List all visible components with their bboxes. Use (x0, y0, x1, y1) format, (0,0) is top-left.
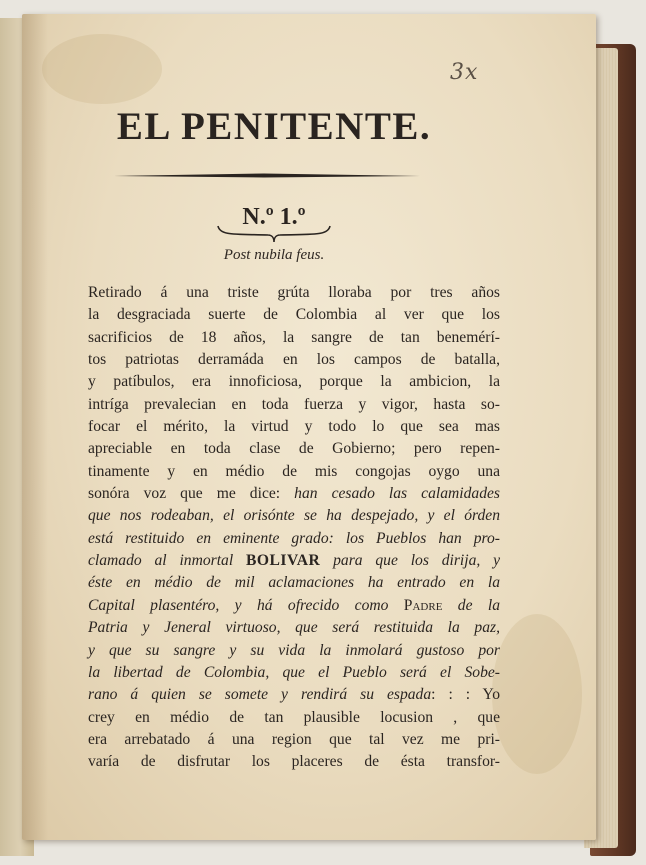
ornamental-brace (216, 224, 332, 244)
page-title: EL PENITENTE. (116, 105, 432, 148)
body-text-run: Capital plasentéro, y há ofrecido como (88, 596, 404, 614)
body-text-run: han cesado las calamidades (294, 485, 500, 503)
body-text-run: rano á quien se somete y rendirá su espada (88, 686, 432, 704)
body-line (88, 505, 500, 527)
body-line (88, 550, 500, 572)
body-line (88, 572, 500, 594)
body-text-run: para que los dirija, y (320, 552, 500, 570)
body-text-run: tos patriotas derramáda en los campos de batalla, (88, 351, 500, 369)
body-text-run: y que su sangre y su vida la inmolará gustoso por (88, 641, 500, 659)
body-text-run: la desgraciada suerte de Colombia al ver que los (88, 306, 500, 324)
body-text-run: sonóra voz que me dice: (88, 485, 295, 503)
body-text-run: : : : Yo (431, 686, 500, 704)
body-line (88, 751, 500, 773)
body-line (88, 438, 500, 460)
body-line (88, 640, 500, 662)
body-text (88, 282, 500, 774)
body-line (88, 416, 500, 438)
body-line (88, 394, 500, 416)
body-text-run: clamado al inmortal (88, 552, 246, 570)
body-line (88, 282, 500, 304)
motto: Post nubila feus. (223, 247, 325, 263)
paper-stain (492, 614, 582, 774)
body-line (88, 528, 500, 550)
body-line (88, 707, 500, 729)
body-text-run: era arrebatado á una region que tal vez me pri- (88, 730, 500, 748)
paper-stain (42, 34, 162, 104)
issue-number: N.º 1.º (242, 204, 306, 230)
body-text-run: está restituido en eminente grado: los Pueblos han pro- (88, 529, 500, 547)
body-text-run: crey en médio de tan plausible locusion , que (88, 708, 500, 726)
body-text-run: focar el mérito, la virtud y todo lo que sea mas (88, 418, 500, 436)
body-text-run: apreciable en toda clase de Gobierno; pero repen- (88, 440, 500, 458)
body-text-run: la libertad de Colombia, que el Pueblo será el Sobe- (88, 663, 500, 681)
body-line (88, 371, 500, 393)
body-line (88, 684, 500, 706)
body-line (88, 304, 500, 326)
body-line (88, 729, 500, 751)
body-line (88, 461, 500, 483)
title-rule (114, 172, 420, 178)
body-text-run: éste en médio de mil aclamaciones ha entrado en la (88, 574, 500, 592)
body-line (88, 617, 500, 639)
body-line (88, 595, 500, 617)
folio-mark: 3x (450, 60, 479, 85)
body-text-run: BOLIVAR (246, 552, 321, 570)
body-text-run: Patria y Jeneral virtuoso, que será restituida la paz, (88, 619, 500, 637)
body-text-run: que nos rodeaban, el orisónte se ha despejado, y el órden (88, 507, 500, 525)
body-line (88, 662, 500, 684)
body-text-run: intríga prevalecian en toda fuerza y vigor, hasta so- (88, 395, 500, 413)
body-line (88, 349, 500, 371)
body-text-run: tinamente y en médio de mis congojas oygo una (88, 462, 500, 480)
body-text-run: Retirado á una triste grúta lloraba por tres años (88, 284, 500, 301)
body-text-run: sacrificios de 18 años, la sangre de tan benemérí- (88, 328, 500, 346)
body-text-run: Padre (403, 596, 443, 614)
document-page (22, 14, 596, 840)
body-text-run: de la (442, 596, 500, 614)
body-text-run: varía de disfrutar los placeres de ésta transfor- (88, 753, 500, 771)
body-line (88, 483, 500, 505)
body-text-run: y patíbulos, era innoficiosa, porque la ambicion, la (88, 373, 500, 391)
body-line (88, 327, 500, 349)
